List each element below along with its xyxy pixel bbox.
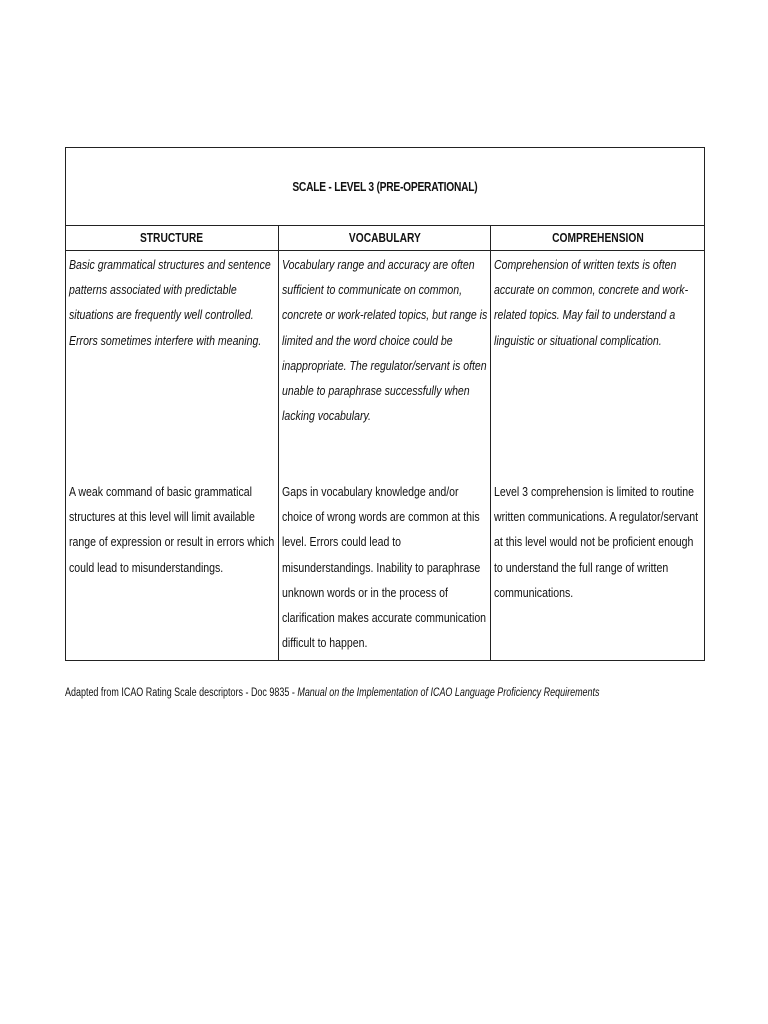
column-header-comprehension: COMPREHENSION [491, 226, 705, 251]
table-title-cell [66, 148, 705, 226]
level-3-scale-table [65, 147, 705, 661]
vocabulary-note: Gaps in vocabulary knowledge and/or choice of wrong words are common at this level. Errors could lead to misunderstandings. Inability to paraphrase unknown words or in the process of clarification makes accurate communication difficult to happen. [282, 484, 487, 651]
source-footnote [65, 687, 600, 699]
column-header-structure: STRUCTURE [66, 226, 279, 251]
comprehension-descriptor: Comprehension of written texts is often accurate on common, concrete and work-related topics. May fail to understand a linguistic or situational complication. [494, 257, 689, 348]
table-title: SCALE - LEVEL 3 (PRE-OPERATIONAL) [292, 179, 478, 194]
comprehension-cell [491, 251, 705, 661]
footnote-manual-title: Manual on the Implementation of ICAO Language Proficiency Requirements [297, 687, 600, 699]
column-header-vocabulary: VOCABULARY [279, 226, 491, 251]
structure-descriptor: Basic grammatical structures and sentence patterns associated with predictable situations are frequently well controlled. Errors sometimes interfere with meaning. [69, 257, 271, 348]
comprehension-note: Level 3 comprehension is limited to routine written communications. A regulator/servant at this level would not be proficient enough to understand the full range of written communications. [494, 484, 699, 600]
footnote-source: Adapted from ICAO Rating Scale descriptors - Doc 9835 - [65, 687, 295, 699]
structure-cell [66, 251, 279, 661]
vocabulary-descriptor: Vocabulary range and accuracy are often sufficient to communicate on common, concrete or work-related topics, but range is limited and the word choice could be inappropriate. The regulator/servant is often unable to paraphrase successfully when lacking vocabulary. [282, 257, 488, 424]
structure-note: A weak command of basic grammatical structures at this level will limit available range of expression or result in errors which could lead to misunderstandings. [69, 484, 275, 575]
vocabulary-cell [279, 251, 491, 661]
